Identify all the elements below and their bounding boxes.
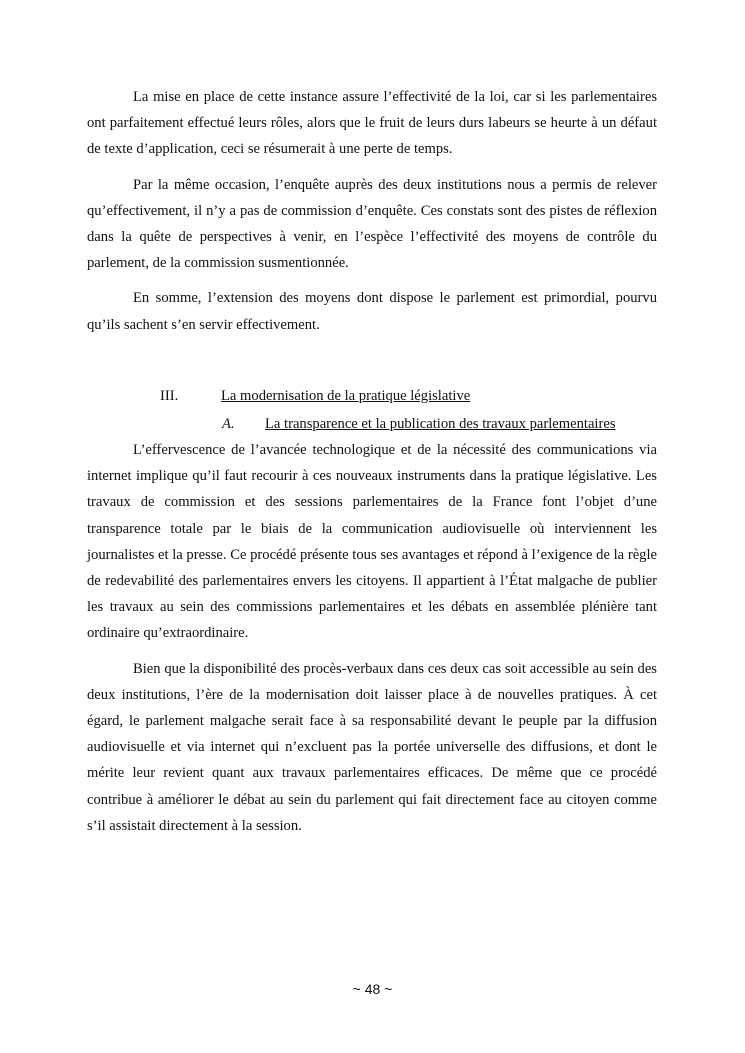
paragraph: En somme, l’extension des moyens dont dispose le parlement est primordial, pourvu qu’ils sachent s’en servir effectivement. (87, 290, 657, 333)
subsection-heading (222, 414, 616, 434)
section-main-text (87, 437, 657, 848)
paragraph: La mise en place de cette instance assure l’effectivité de la loi, car si les parlementaires ont parfaitement effectué leurs rôles, alors que le fruit de leurs durs labeurs se heurte à un défaut de texte d’application, ceci se résumerait à une perte de temps. (87, 89, 657, 158)
section-intro-text (87, 84, 657, 347)
paragraph: Par la même occasion, l’enquête auprès des deux institutions nous a permis de relever qu’effectivement, il n’y a pas de commission d’enquête. Ces constats sont des pistes de réflexion dans la quête de perspectives à venir, en l’espèce l’effectivité des moyens de contrôle du parlement, de la commission susmentionnée. (87, 176, 657, 272)
page-number: ~ 48 ~ (352, 981, 393, 997)
section-number: III. (160, 388, 179, 404)
subsection-letter: A. (222, 416, 235, 432)
subsection-title: La transparence et la publication des travaux parlementaires (265, 416, 616, 432)
section-title: La modernisation de la pratique législative (221, 388, 471, 404)
section-heading (160, 386, 470, 406)
paragraph: Bien que la disponibilité des procès-verbaux dans ces deux cas soit accessible au sein des deux institutions, l’ère de la modernisation doit laisser place à de nouvelles pratiques. À cet égard, le parlement malgache serait face à sa responsabilité devant le peuple par la diffusion audiovisuelle et via internet qui n’excluent pas la portée universelle des diffusions, et dont le mérite leur revient quant aux travaux parlementaires efficaces. De même que ce procédé contribue à améliorer le débat au sein du parlement qui fait directement face au citoyen comme s’il assistait directement à la session. (87, 660, 657, 834)
paragraph: L’effervescence de l’avancée technologique et de la nécessité des communications via internet implique qu’il faut recourir à ces nouveaux instruments dans la pratique législative. Les travaux de commission et des sessions parlementaires de la France font l’objet d’une transparence totale par le biais de la communication audiovisuelle où interviennent les journalistes et la presse. Ce procédé présente tous ses avantages et répond à l’exigence de la règle de redevabilité des parlementaires envers les citoyens. Il appartient à l’État malgache de publier les travaux au sein des commissions parlementaires et les débats en assemblée plénière tant ordinaire qu’extraordinaire. (87, 442, 657, 642)
